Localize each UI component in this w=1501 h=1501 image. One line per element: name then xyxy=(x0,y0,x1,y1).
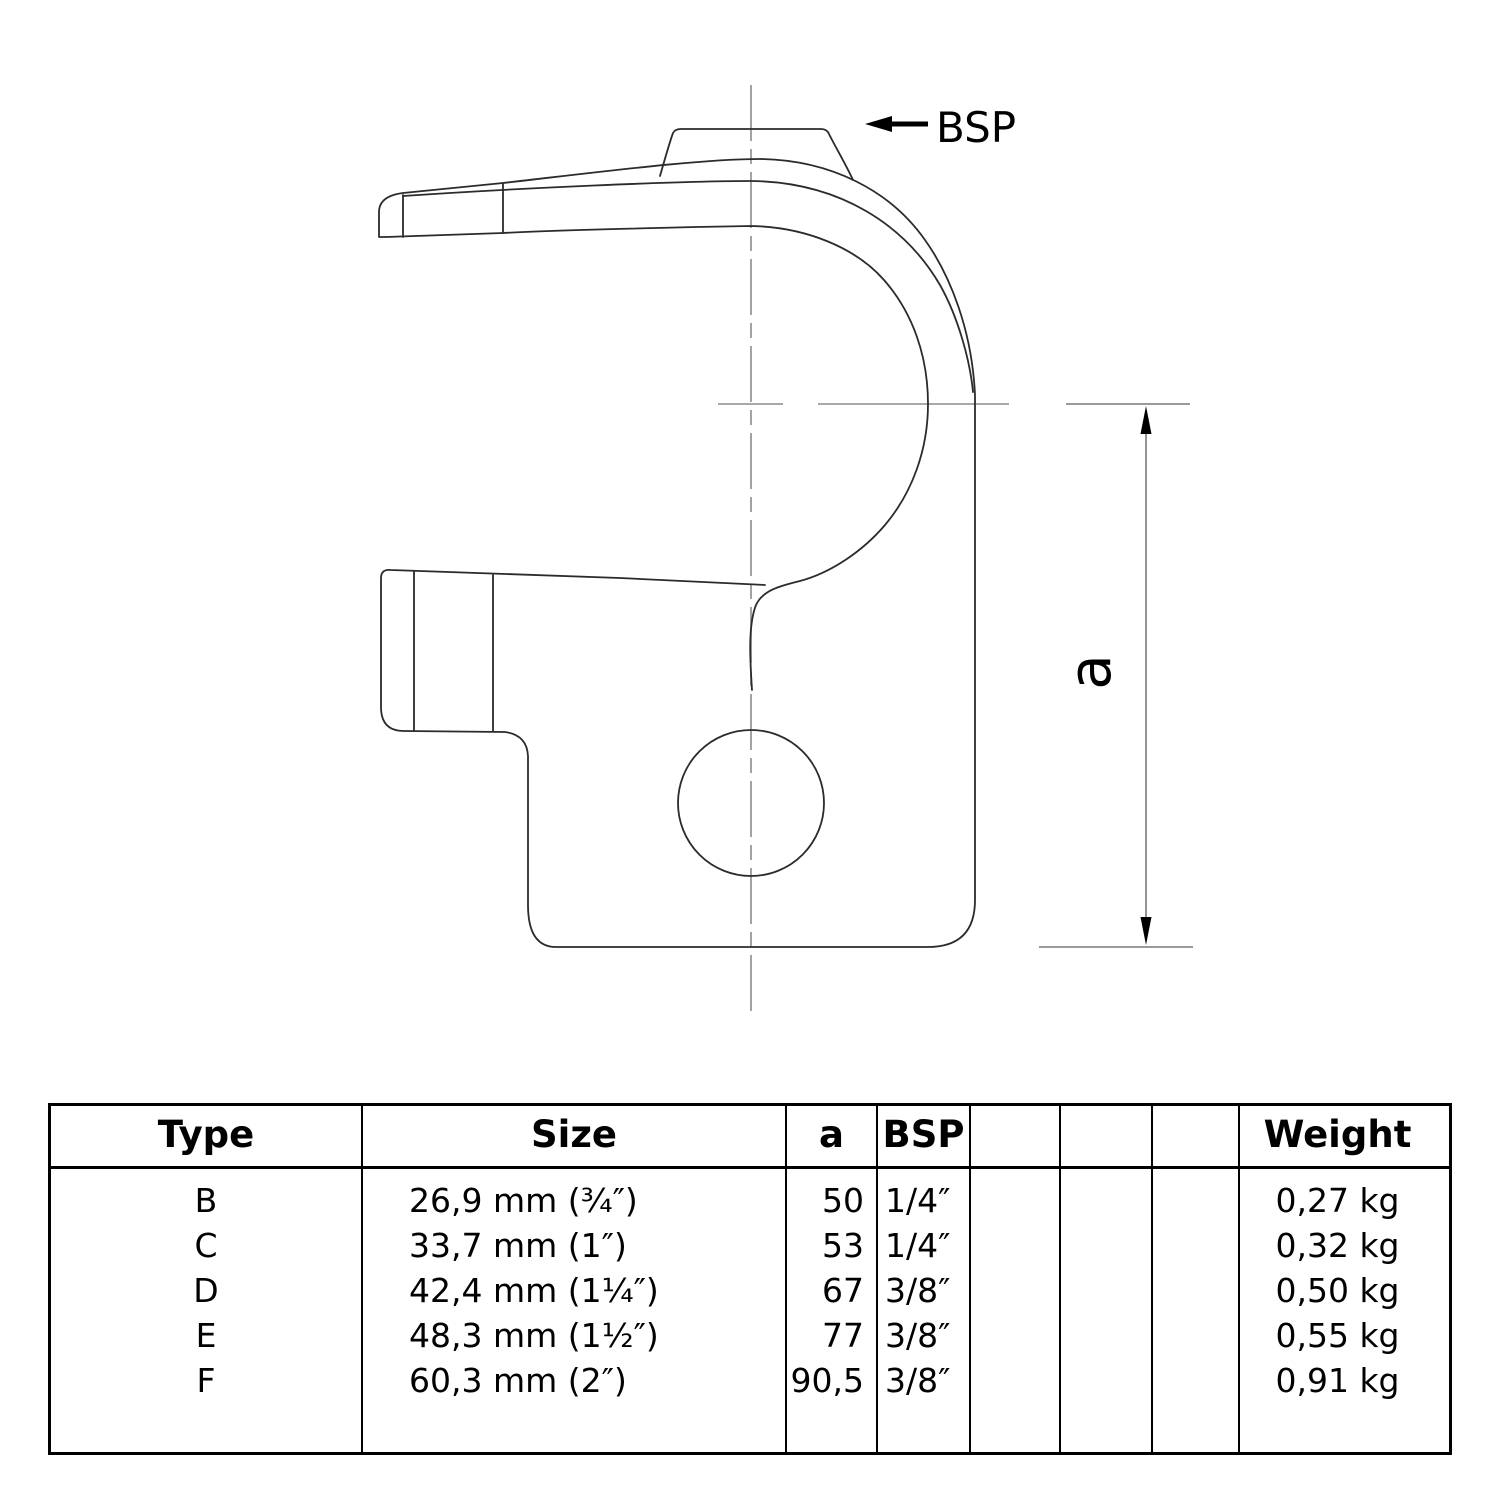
table-cell-e2 xyxy=(1061,1358,1151,1403)
table-cell-e3 xyxy=(1153,1223,1238,1268)
table-cell-a: 67 xyxy=(822,1271,864,1310)
bsp-arrow-left-icon xyxy=(865,116,892,132)
bsp-callout-group xyxy=(865,103,1016,152)
table-cell-weight: 0,32 kg xyxy=(1275,1226,1400,1265)
table-cell-e1 xyxy=(971,1358,1059,1403)
table-cell-e2 xyxy=(1061,1313,1151,1358)
table-cell-a: 53 xyxy=(822,1226,864,1265)
spec-table-body xyxy=(51,1169,1449,1452)
table-cell-e3 xyxy=(1153,1358,1238,1403)
column-header-type: Type xyxy=(51,1106,363,1166)
table-cell-weight: 0,55 kg xyxy=(1275,1316,1400,1355)
table-cell-e2 xyxy=(1061,1268,1151,1313)
column-header-bsp: BSP xyxy=(878,1106,971,1166)
table-cell-weight: 0,91 kg xyxy=(1275,1361,1400,1400)
table-column-size xyxy=(363,1169,787,1452)
part-outline xyxy=(379,159,975,947)
table-cell-e2 xyxy=(1061,1223,1151,1268)
bsp-label: BSP xyxy=(936,103,1017,152)
table-cell-type: F xyxy=(196,1361,216,1400)
column-header-a: a xyxy=(787,1106,878,1166)
table-cell-a: 77 xyxy=(822,1316,864,1355)
table-cell-e1 xyxy=(971,1313,1059,1358)
table-column-weight xyxy=(1240,1169,1435,1452)
table-cell-size: 48,3 mm (1½″) xyxy=(409,1316,659,1355)
table-cell-type: E xyxy=(195,1316,217,1355)
table-cell-bsp: 1/4″ xyxy=(885,1226,951,1265)
table-cell-type: B xyxy=(194,1181,218,1220)
table-cell-e2 xyxy=(1061,1178,1151,1223)
column-header-empty-1 xyxy=(971,1106,1061,1166)
table-column-empty-2 xyxy=(1061,1169,1153,1452)
table-cell-e1 xyxy=(971,1268,1059,1313)
dimension-arrow-up-icon xyxy=(1141,406,1152,434)
table-cell-type: D xyxy=(193,1271,219,1310)
table-column-a xyxy=(787,1169,878,1452)
table-cell-size: 26,9 mm (¾″) xyxy=(409,1181,638,1220)
table-cell-e1 xyxy=(971,1178,1059,1223)
table-column-type xyxy=(51,1169,363,1452)
table-cell-a: 90,5 xyxy=(790,1361,864,1400)
column-header-size: Size xyxy=(363,1106,787,1166)
column-header-weight: Weight xyxy=(1263,1113,1412,1156)
table-cell-e3 xyxy=(1153,1313,1238,1358)
table-column-empty-3 xyxy=(1153,1169,1240,1452)
table-cell-size: 60,3 mm (2″) xyxy=(409,1361,627,1400)
table-column-bsp xyxy=(878,1169,971,1452)
table-cell-a: 50 xyxy=(822,1181,864,1220)
table-cell-bsp: 3/8″ xyxy=(885,1316,951,1355)
table-cell-bsp: 3/8″ xyxy=(885,1361,951,1400)
spec-table xyxy=(48,1103,1452,1455)
table-cell-weight: 0,27 kg xyxy=(1275,1181,1400,1220)
table-cell-bsp: 1/4″ xyxy=(885,1181,951,1220)
column-header-empty-2 xyxy=(1061,1106,1153,1166)
table-cell-e1 xyxy=(971,1223,1059,1268)
centerline-group xyxy=(718,85,1009,1016)
dimension-arrow-down-icon xyxy=(1141,917,1152,945)
strap-inner-line xyxy=(403,181,973,392)
table-cell-type: C xyxy=(194,1226,218,1265)
bsp-boss xyxy=(660,129,853,180)
table-cell-e3 xyxy=(1153,1268,1238,1313)
table-cell-bsp: 3/8″ xyxy=(885,1271,951,1310)
table-cell-size: 42,4 mm (1¼″) xyxy=(409,1271,659,1310)
table-cell-size: 33,7 mm (1″) xyxy=(409,1226,627,1265)
part-outline-group xyxy=(379,129,975,947)
table-cell-e3 xyxy=(1153,1178,1238,1223)
column-header-empty-3 xyxy=(1153,1106,1240,1166)
spec-table-header xyxy=(51,1106,1449,1169)
table-cell-weight: 0,50 kg xyxy=(1275,1271,1400,1310)
dimension-a-group xyxy=(1039,404,1193,947)
table-column-empty-1 xyxy=(971,1169,1061,1452)
dimension-label: a xyxy=(1056,654,1124,690)
